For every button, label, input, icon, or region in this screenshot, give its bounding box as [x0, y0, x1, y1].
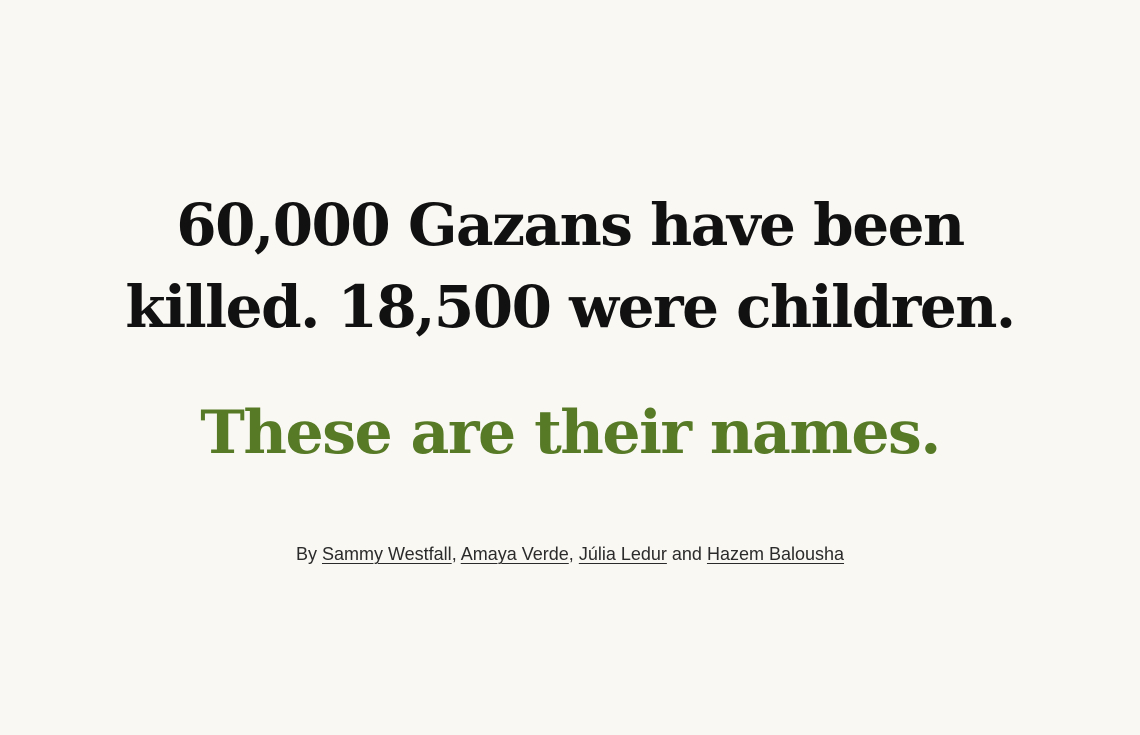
author-link-amaya-verde[interactable]: Amaya Verde	[460, 544, 569, 564]
byline-separator: ,	[568, 544, 574, 564]
byline-separator: ,	[451, 544, 457, 564]
byline-prefix: By	[295, 544, 317, 564]
subheadline: These are their names.	[200, 398, 940, 468]
headline-line-2: killed. 18,500 were children.	[125, 273, 1015, 341]
headline	[0, 184, 1140, 348]
author-link-sammy-westfall[interactable]: Sammy Westfall	[321, 544, 452, 564]
byline-conjunction: and	[671, 544, 702, 564]
byline	[0, 542, 1140, 566]
author-link-julia-ledur[interactable]: Júlia Ledur	[578, 544, 667, 564]
author-link-hazem-balousha[interactable]: Hazem Balousha	[706, 544, 845, 564]
headline-line-1: 60,000 Gazans have been	[176, 191, 964, 259]
